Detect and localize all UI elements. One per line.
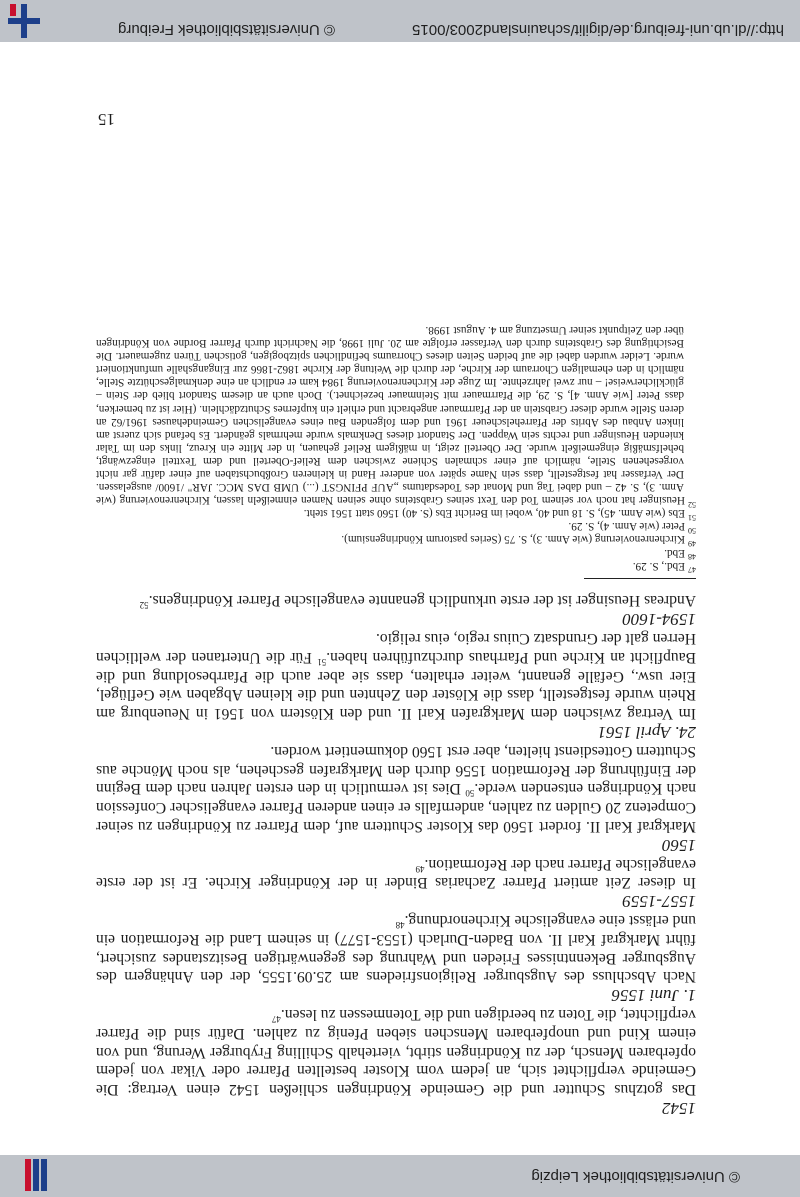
section-heading: 24. April 1561 bbox=[597, 723, 696, 743]
section-text: Andreas Heusinger ist der erste urkundlich genannte evangelische Pfarrer Köndringens.$^{52}$ bbox=[139, 592, 696, 611]
footnote: $^{50}$Peter (wie Anm. 4), S. 29. bbox=[568, 520, 696, 536]
source-url[interactable]: http://dl.ub.uni-freiburg.de/digilit/schauinsland2003/0015 bbox=[412, 21, 784, 38]
section-text: Nach Abschluss des Augsburger Religionsfriedens am 25.09.1555, der den Anhängern des Augsburger Bekenntnisses Frieden und Wahrung des gegenwärtigen Besitzstandes zusichert, führt Markgraf Karl II. von Baden-Durlach (1553-1577) in seinem Land die Reformation ein und erlässt eine evangelische Kirchenordnung.$^{48}$ bbox=[96, 912, 696, 986]
footnote: $^{51}$Ebs (wie Anm. 45), S. 18 und 40, wobei im Bericht Ebs (S. 40) 1560 statt 1561 steht. bbox=[303, 507, 696, 523]
section-text: Markgraf Karl II. fordert 1560 das Kloster Schuttern auf, dem Pfarrer zu Köndringen zu seiner Competenz 20 Gulden zu zahlen, andernfalls er einen anderen Pfarrer evangelischer Confession nach Köndringen entsenden werde.$^{50}$ Dies ist vermutlich in den ersten Jahren nach dem Beginn der Einführung der Reformation 1556 durch den Markgrafen geschehen, als noch Mönche aus Schuttern Gottesdienst hielten, aber erst 1560 dokumentiert worden. bbox=[95, 742, 696, 836]
footnote: $^{48}$Ebd. bbox=[664, 546, 696, 562]
footnote: $^{47}$Ebd., S. 29. bbox=[632, 559, 696, 575]
footer-bar bbox=[0, 0, 800, 42]
section-heading: 1542 bbox=[662, 1099, 696, 1118]
header-copyright: © Universitätsbibliothek Leipzig bbox=[531, 1168, 740, 1185]
section-heading: 1594-1600 bbox=[622, 610, 696, 630]
page-number: 15 bbox=[98, 110, 115, 129]
header-bar bbox=[0, 1155, 800, 1197]
footnote-divider bbox=[584, 578, 696, 579]
footnote: $^{52}$Heusinger hat noch vor seinem Tod den Text seines Grabsteins ohne seinen Namen einmeißeln lassen, Kirchenrenovierung (wie Anm. 3), S. 42 – und dabei Tag und Monat des Todesdatums „AUF PFINGST (...) UMB DAS MCC. JAR" /1600/ ausgelassen. Der Verfasser hat festgestellt, dass sein Name später von anderer Hand in kleineren Großbuchstaben auf einer dafür gar nicht vorgesehenen Stelle, nämlich auf einer schmalen Schiene zwischen dem Relief-Oberteil und dem Textteil eingezwängt, behelfsmäßig eingemeißelt wurde. Der Oberteil zeigt, in mäßigem Relief gehauen, in der Mitte ein Kreuz, links den im Talar knienden Heusinger und rechts sein Wappen. Der Standort dieses Denkmals wurde mehrmals geändert. Es befand sich zuerst am linken Anbau des Abrits der Pfarrehelscheuer 1961 und dem folgenden Bau eines evangelischen Gemeindehauses 1961/62 an deren Stelle wurde dieser Grabstein an der Pfarrmauer angebracht und erhielt ein kupfernes Schutzdächlein. (Hier ist zu bemerken, dass Peter [wie Anm. 4], S. 29, die Pfarrmauer mit Steinmauer bezeichnet.). Doch auch an diesem Standort blieb der Stein – glücklicherweise! – nur zwei Jahrzehnte. Im Zuge der Kirchenrenovierung 1984 kam er endlich an eine denkmalgeschützte Stelle, nämlich in den ehemaligen Chorraum der Kirche, der durch die Weitung der Kirche 1862-1866 zur Eingangshalle umfunktioniert wurde. Leider wurden dabei die auf beiden Seiten dieses Chorraums befindlichen spitzbogigen, gotischen Türen zugemauert. Die Besichtigung des Grabsteins durch den Verfasser erfolgte am 20. Juli 1998, die Nachricht durch Pfarrer Bordne von Köndringen über den Zeitpunkt seiner Umsetzung am 4. August 1998. bbox=[96, 324, 696, 509]
library-logo-icon bbox=[20, 1157, 50, 1193]
footer-copyright: © Universitätsbibliothek Freiburg bbox=[118, 21, 335, 38]
section-text: Im Vertrag zwischen dem Markgrafen Karl II. und den Klöstern von 1561 in Neuenburg am Rhein wurde festgestellt, dass die Klöster den Zehnten und die kleinen Abgaben wie Geflügel, Eier usw., Gefälle genannt, weiter erhalten, dass sie aber auch die Pfarrbesoldung und die Baupflicht an Kirche und Pfarrhaus durchzuführen haben.$^{51}$ Für die Untertanen der weltlichen Herren galt der Grundsatz Cuius regio, eius religio. bbox=[96, 630, 696, 723]
section-text: Das gotzhus Schutter und die Gemeinde Köndringen schließen 1542 einen Vertrag: Die Gemeinde verpflichtet sich, an jedem vom Kloster bestellten Pfarrer oder Vikar von jedem opferbaren Mensch, der zu Köndringen stirbt, viertehalb Schilling Fryburger Werung, und von einem Kind und unopferbaren Menschen sieben Pfenig zu zahlen. Dafür sind die Pfarrer verpflichtet, die Toten zu beerdigen und die Totenmessen zu lesen.$^{47}$ bbox=[96, 1006, 696, 1099]
section-text: In dieser Zeit amtiert Pfarrer Zacharias Binder in der Köndringer Kirche. Er ist der erste evangelische Pfarrer nach der Reformation.$^{49}$ bbox=[96, 855, 696, 892]
section-heading: 1560 bbox=[662, 835, 696, 855]
footnote: $^{49}$Kirchenrenovierung (wie Anm. 3), S. 75 (Series pastorum Köndringensium). bbox=[341, 533, 696, 549]
page-body bbox=[96, 323, 696, 1117]
section-heading: 1557-1559 bbox=[622, 892, 696, 912]
library-logo-icon bbox=[4, 2, 44, 40]
section-heading: 1. Juni 1556 bbox=[611, 986, 696, 1006]
